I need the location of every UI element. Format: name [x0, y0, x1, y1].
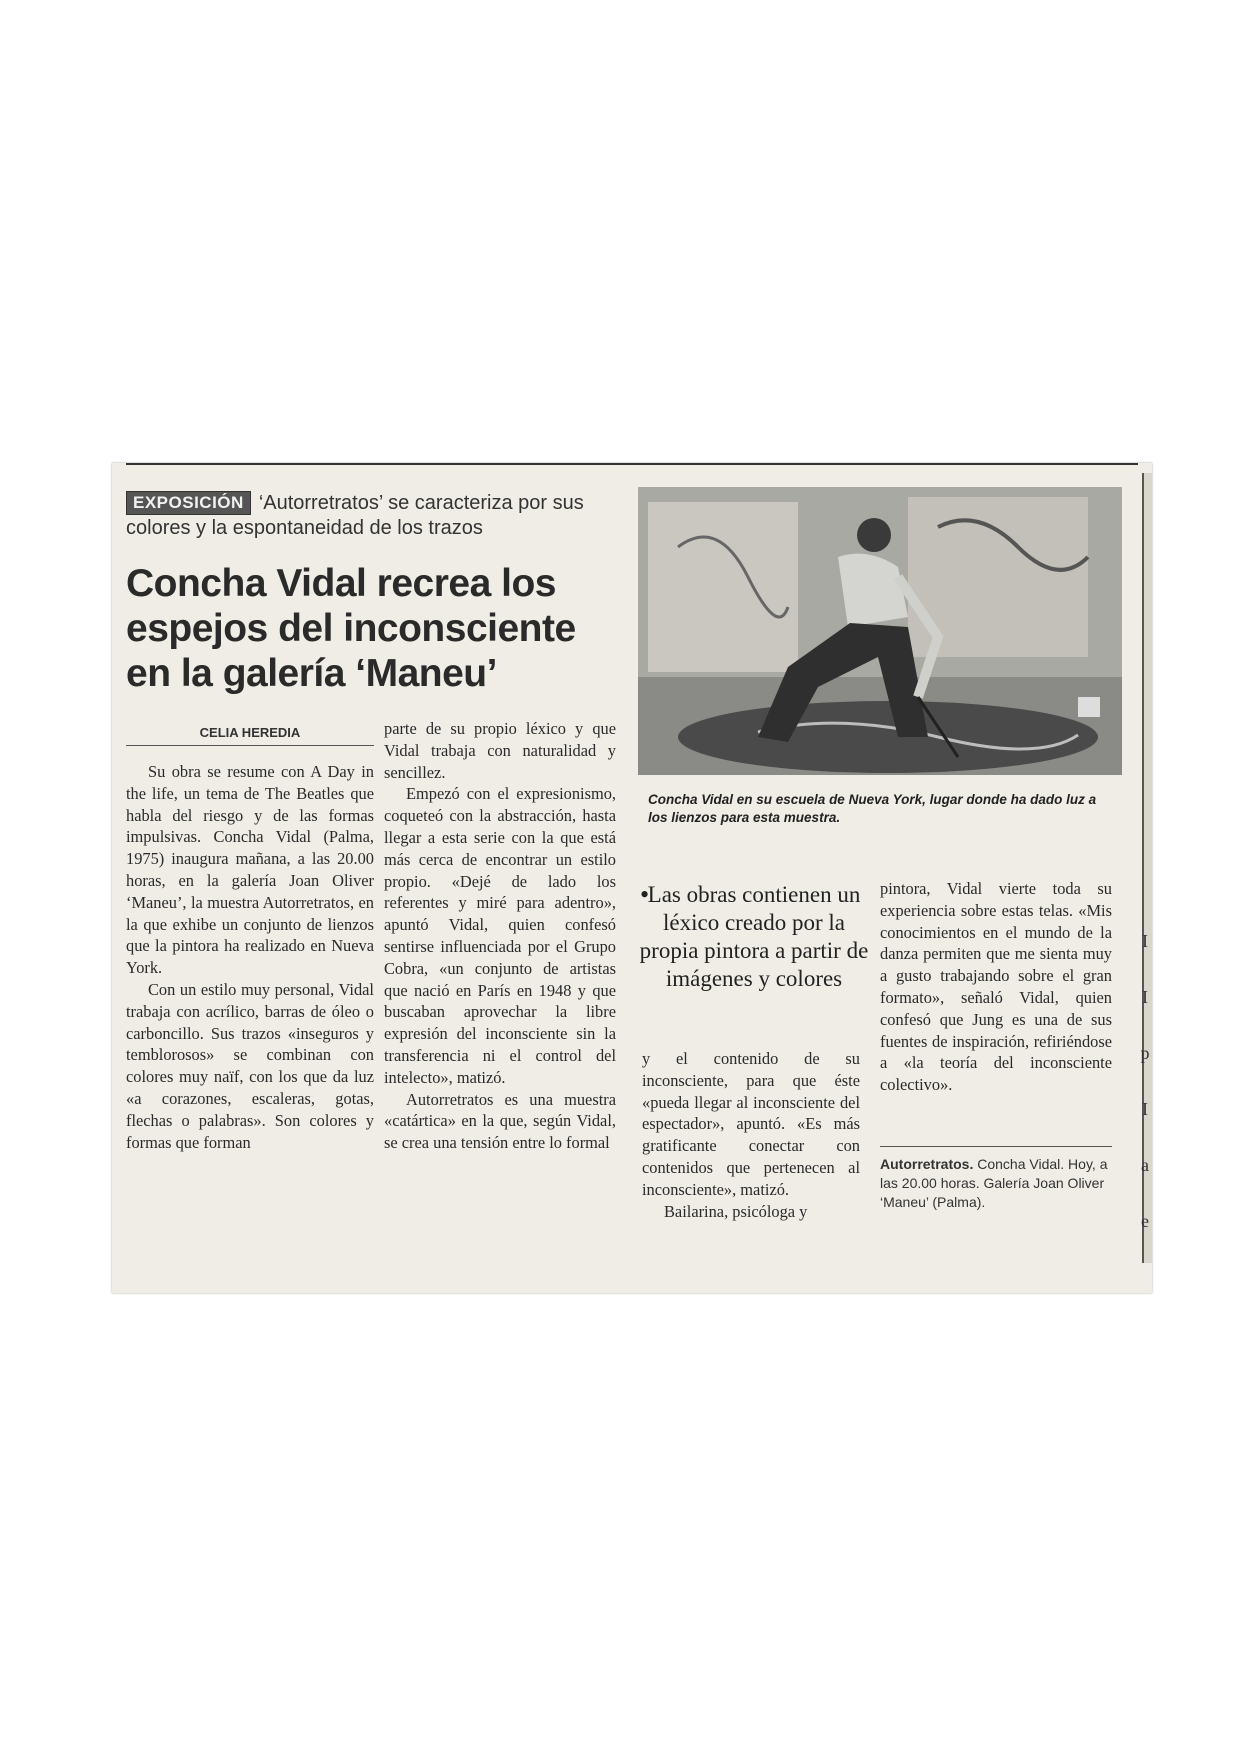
- paragraph: Con un estilo muy personal, Vidal trabaja con acrílico, barras de óleo o carboncillo. Sus trazos «inseguros y temblorosos» se combinan con colores muy naïf, con los que da luz «a corazones, escaleras, gotas, flechas o palabras». Son colores y formas que forman: [126, 979, 374, 1152]
- pull-quote: [634, 881, 874, 993]
- fragment-letter: I: [1142, 931, 1148, 951]
- newspaper-clipping: [112, 463, 1152, 1293]
- paragraph: parte de su propio léxico y que Vidal trabaja con naturalidad y sencillez.: [384, 719, 616, 782]
- infobox-rule: [880, 1146, 1112, 1147]
- paragraph: Autorretratos es una muestra «catártica» en la que, según Vidal, se crea una tensión entre lo formal: [384, 1089, 616, 1153]
- paragraph: Empezó con el expresionismo, coqueteó con la abstracción, hasta llegar a esta serie con la que está más cerca de encontrar un estilo propio. «Dejé de lado los referentes y miré para adentro», apuntó Vidal, quien confesó sentirse influenciada por el Grupo Cobra, «un conjunto de artistas que nació en París en 1948 y que buscaban aprovechar la libre expresión del inconsciente sin la transferencia ni el control del intelecto», matizó.: [384, 784, 616, 1087]
- adjacent-clipping-fragment: [1138, 913, 1152, 1249]
- paragraph: y el contenido de su inconsciente, para que éste «pueda llegar al inconsciente del espectador», apuntó. «Es más gratificante conectar con contenidos que pertenecen al inconsciente», matizó.: [642, 1049, 860, 1199]
- kicker: [126, 491, 616, 541]
- article-photo: [638, 487, 1122, 775]
- headline: Concha Vidal recrea los espejos del inconsciente en la galería ‘Maneu’: [126, 562, 576, 695]
- body-column-2: [384, 718, 616, 1154]
- byline: CELIA HEREDIA: [126, 725, 374, 746]
- painter-photo-illustration: [638, 487, 1122, 775]
- fragment-letter: I: [1142, 987, 1148, 1007]
- pull-quote-text: Las obras contienen un léxico creado por la propia pintora a partir de imágenes y colores: [639, 882, 869, 991]
- fragment-letter: p: [1140, 1043, 1150, 1063]
- infobox: [880, 1155, 1112, 1212]
- body-column-3: [642, 1048, 860, 1222]
- section-label: EXPOSICIÓN: [126, 491, 251, 515]
- paragraph: Bailarina, psicóloga y: [664, 1201, 808, 1221]
- infobox-text: Concha Vidal. Hoy, a las 20.00 horas. Galería Joan Oliver ‘Maneu’ (Palma).: [880, 1156, 1108, 1210]
- kicker-summary: ‘Autorretratos’ se caracteriza por sus colores y la espontaneidad de los trazos: [126, 492, 584, 539]
- paragraph: Su obra se resume con A Day in the life, un tema de The Beatles que habla del riesgo y de las formas impulsivas. Concha Vidal (Palma, 1975) inaugura mañana, a las 20.00 horas, en la galería Joan Oliver ‘Maneu’, la muestra Autorretratos, en la que exhibe un conjunto de lienzos que la pintora ha realizado en Nueva York.: [126, 762, 374, 978]
- body-column-4: [880, 878, 1112, 1096]
- fragment-letter: I: [1142, 1099, 1148, 1119]
- fragment-letter: e: [1141, 1211, 1149, 1231]
- paragraph: pintora, Vidal vierte toda su experiencia sobre estas telas. «Mis conocimientos en el mundo de la danza permiten que me sienta muy a gusto trabajando sobre el gran formato», señaló Vidal, quien confesó que Jung es una de sus fuentes de inspiración, refiriéndose a «la teoría del inconsciente colectivo».: [880, 879, 1112, 1095]
- fragment-letter: a: [1141, 1155, 1149, 1175]
- photo-caption: Concha Vidal en su escuela de Nueva York, lugar donde ha dado luz a los lienzos para esta muestra.: [648, 792, 1097, 825]
- infobox-title: Autorretratos.: [880, 1156, 974, 1172]
- top-rule: [126, 463, 1138, 465]
- bullet-icon: •: [640, 880, 650, 909]
- body-column-1: [126, 761, 374, 1153]
